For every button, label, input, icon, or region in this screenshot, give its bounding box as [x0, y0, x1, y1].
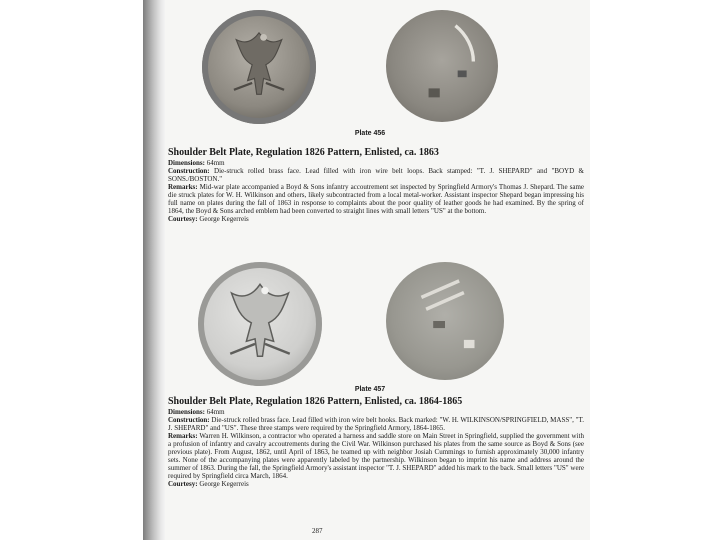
- courtesy-text: George Kegerreis: [199, 215, 249, 223]
- dimensions-value: 64mm: [206, 159, 225, 167]
- plate-456-front-image: [202, 10, 316, 124]
- plate-456-title: Shoulder Belt Plate, Regulation 1826 Pattern, Enlisted, ca. 1863: [168, 147, 439, 158]
- plate-457-description: [168, 408, 584, 488]
- remarks-label: Remarks:: [168, 432, 198, 440]
- back-stamp-icon: [386, 262, 504, 380]
- construction-text: Die-struck rolled brass face. Lead filled with iron wire belt loops. Back stamped: "T. J. SHEPARD" and "BOYD & SONS./BOSTON.": [168, 167, 584, 183]
- construction-label: Construction:: [168, 416, 210, 424]
- construction-text: Die-struck rolled brass face. Lead filled with iron wire belt hooks. Back marked: "W. H. WILKINSON/SPRINGFIELD, MASS", "T. J. SHEPARD" and "US". These three stamps were required by the Springfield Armory, 1864-1865.: [168, 416, 584, 432]
- dimensions-value: 64mm: [206, 408, 225, 416]
- plate-456-back-image: [386, 10, 498, 122]
- courtesy-label: Courtesy:: [168, 215, 198, 223]
- plate-456-description: [168, 159, 584, 223]
- plate-457-back-image: [386, 262, 504, 380]
- book-gutter: [143, 0, 165, 540]
- back-stamp-icon: [386, 10, 498, 122]
- remarks-label: Remarks:: [168, 183, 198, 191]
- dimensions-label: Dimensions:: [168, 408, 205, 416]
- remarks-text: Warren H. Wilkinson, a contractor who operated a harness and saddle store on Main Street in Springfield, supplied the government with a profusion of infantry and cavalry accoutrements during the Civil War. Wilkinson purchased his plates from the same source as Boyd & Sons (see previous plate). From August, 1862, until April of 1863, he teamed up with neighbor Josiah Cummings to furnish approximately 30,000 infantry sets. None of the accompanying plates were apparently labeled by the partnership. Wilkinson began to imprint his name and address around the summer of 1863. During the fall, the Springfield Armory's assistant inspector "T. J. SHEPARD" added his mark to the back. Small letters "US" were required by Springfield circa March, 1864.: [168, 432, 585, 480]
- plate-457-front-image: [198, 262, 322, 386]
- courtesy-text: George Kegerreis: [199, 480, 249, 488]
- page-number: 287: [312, 527, 323, 535]
- dimensions-label: Dimensions:: [168, 159, 205, 167]
- plate-456-caption: Plate 456: [354, 130, 386, 137]
- eagle-emblem-icon: [198, 262, 322, 386]
- remarks-text: Mid-war plate accompanied a Boyd & Sons infantry accoutrement set inspected by Springfield Armory's Thomas J. Shepard. The same die struck plates for W. H. Wilkinson and others, likely subcontracted from a local metal-worker. Assistant inspector Shepard began impressing his full name on plates during the fall of 1863 in response to complaints about the poor quality of leather goods he had examined. By the spring of 1864, the Boyd & Sons arched emblem had been converted to straight lines with small letters "US" at the bottom.: [168, 183, 584, 215]
- construction-label: Construction:: [168, 167, 210, 175]
- plate-457-title: Shoulder Belt Plate, Regulation 1826 Pattern, Enlisted, ca. 1864-1865: [168, 396, 463, 407]
- courtesy-label: Courtesy:: [168, 480, 198, 488]
- eagle-emblem-icon: [202, 10, 316, 124]
- plate-457-caption: Plate 457: [354, 386, 386, 393]
